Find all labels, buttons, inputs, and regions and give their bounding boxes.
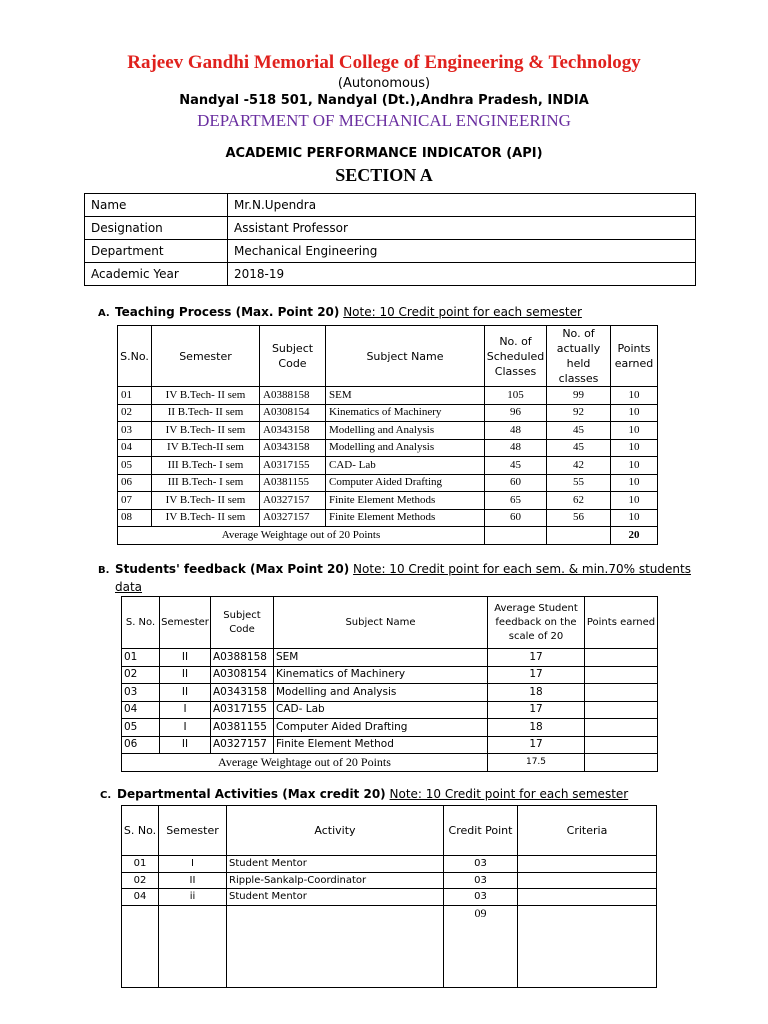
subject-name-cell: Finite Element Method	[274, 736, 488, 754]
column-header: Criteria	[518, 806, 657, 856]
teaching-heading	[98, 305, 582, 319]
info-label: Name	[85, 194, 228, 217]
table-row	[122, 666, 658, 684]
column-header: Subject Code	[260, 326, 326, 387]
points-cell	[585, 684, 658, 702]
subject-name-cell: Finite Element Methods	[326, 492, 485, 510]
feedback-average-row	[122, 754, 658, 772]
column-header: Points earned	[585, 597, 658, 649]
serial-number-cell: 01	[118, 387, 152, 405]
table-row	[122, 889, 657, 906]
serial-number-cell: 01	[122, 649, 160, 667]
semester-cell: IV B.Tech- II sem	[152, 509, 260, 527]
table-row	[122, 736, 658, 754]
average-value: 20	[611, 527, 658, 545]
criteria-cell	[518, 856, 657, 873]
column-header: Semester	[152, 326, 260, 387]
subject-name-cell: Computer Aided Drafting	[274, 719, 488, 737]
subject-code-cell: A0308154	[260, 404, 326, 422]
scheduled-classes-cell: 105	[485, 387, 547, 405]
semester-cell: ii	[159, 889, 227, 906]
column-header: Semester	[160, 597, 211, 649]
points-cell: 10	[611, 474, 658, 492]
info-label: Designation	[85, 217, 228, 240]
subject-code-cell: A0317155	[211, 701, 274, 719]
semester-cell: II	[160, 736, 211, 754]
departmental-index: C.	[100, 790, 112, 801]
subject-code-cell: A0381155	[260, 474, 326, 492]
semester-cell: III B.Tech- I sem	[152, 457, 260, 475]
section-title: SECTION A	[335, 165, 433, 185]
points-cell	[585, 736, 658, 754]
serial-number-cell: 04	[122, 889, 159, 906]
info-value: 2018-19	[228, 263, 696, 286]
serial-number-cell: 05	[118, 457, 152, 475]
feedback-note: Note: 10 Credit point for each sem. & min.70% students	[353, 562, 691, 576]
subject-code-cell: A0388158	[260, 387, 326, 405]
points-cell: 10	[611, 404, 658, 422]
subject-code-cell: A0308154	[211, 666, 274, 684]
teaching-title: Teaching Process (Max. Point 20)	[115, 305, 340, 319]
scheduled-classes-cell: 96	[485, 404, 547, 422]
subject-code-cell: A0317155	[260, 457, 326, 475]
semester-cell: I	[160, 701, 211, 719]
departmental-total-row	[122, 905, 657, 987]
table-row	[122, 856, 657, 873]
table-row	[118, 457, 658, 475]
info-value: Assistant Professor	[228, 217, 696, 240]
activity-cell: Student Mentor	[227, 889, 444, 906]
semester-cell: III B.Tech- I sem	[152, 474, 260, 492]
faculty-info-table	[84, 193, 696, 286]
subject-name-cell: Modelling and Analysis	[274, 684, 488, 702]
column-header: No. of actually held classes	[547, 326, 611, 387]
table-row	[122, 649, 658, 667]
average-label: Average Weightage out of 20 Points	[118, 527, 485, 545]
departmental-note: Note: 10 Credit point for each semester	[389, 787, 629, 801]
credit-total: 09	[444, 905, 518, 987]
semester-cell: II	[159, 872, 227, 889]
held-classes-cell: 62	[547, 492, 611, 510]
serial-number-cell: 04	[118, 439, 152, 457]
column-header: S. No.	[122, 806, 159, 856]
scheduled-classes-cell: 60	[485, 474, 547, 492]
activity-cell: Ripple-Sankalp-Coordinator	[227, 872, 444, 889]
feedback-score-cell: 17	[488, 666, 585, 684]
column-header: Average Student feedback on the scale of 20	[488, 597, 585, 649]
serial-number-cell: 03	[118, 422, 152, 440]
serial-number-cell: 02	[122, 872, 159, 889]
info-label: Academic Year	[85, 263, 228, 286]
points-cell	[585, 666, 658, 684]
held-classes-cell: 45	[547, 422, 611, 440]
table-row	[118, 439, 658, 457]
table-row	[122, 719, 658, 737]
serial-number-cell: 04	[122, 701, 160, 719]
document-title: ACADEMIC PERFORMANCE INDICATOR (API)	[225, 146, 543, 161]
column-header: Semester	[159, 806, 227, 856]
points-cell	[585, 649, 658, 667]
serial-number-cell: 03	[122, 684, 160, 702]
held-classes-cell: 56	[547, 509, 611, 527]
semester-cell: II	[160, 684, 211, 702]
college-name: Rajeev Gandhi Memorial College of Engineering & Technology	[127, 52, 641, 73]
subject-name-cell: Kinematics of Machinery	[326, 404, 485, 422]
teaching-header-row	[118, 326, 658, 387]
subject-name-cell: CAD- Lab	[274, 701, 488, 719]
college-address: Nandyal -518 501, Nandyal (Dt.),Andhra Pradesh, INDIA	[179, 93, 589, 108]
points-cell	[585, 701, 658, 719]
serial-number-cell: 02	[118, 404, 152, 422]
column-header: Activity	[227, 806, 444, 856]
column-header: Subject Code	[211, 597, 274, 649]
table-row	[118, 387, 658, 405]
average-value: 17.5	[488, 754, 585, 772]
teaching-index: A.	[98, 308, 110, 319]
semester-cell: II B.Tech- II sem	[152, 404, 260, 422]
credit-point-cell: 03	[444, 872, 518, 889]
serial-number-cell: 05	[122, 719, 160, 737]
semester-cell: IV B.Tech- II sem	[152, 387, 260, 405]
table-row	[118, 422, 658, 440]
held-classes-cell: 42	[547, 457, 611, 475]
scheduled-classes-cell: 60	[485, 509, 547, 527]
info-row-name	[85, 194, 696, 217]
column-header: Points earned	[611, 326, 658, 387]
points-cell	[585, 719, 658, 737]
subject-code-cell: A0381155	[211, 719, 274, 737]
points-cell: 10	[611, 387, 658, 405]
table-row	[118, 509, 658, 527]
scheduled-classes-cell: 65	[485, 492, 547, 510]
criteria-cell	[518, 889, 657, 906]
subject-code-cell: A0327157	[211, 736, 274, 754]
column-header: S. No.	[122, 597, 160, 649]
autonomous-label: (Autonomous)	[337, 76, 431, 91]
held-classes-cell: 55	[547, 474, 611, 492]
column-header: No. of Scheduled Classes	[485, 326, 547, 387]
credit-point-cell: 03	[444, 856, 518, 873]
semester-cell: IV B.Tech-II sem	[152, 439, 260, 457]
column-header: Subject Name	[274, 597, 488, 649]
feedback-index: B.	[98, 565, 110, 576]
average-label: Average Weightage out of 20 Points	[122, 754, 488, 772]
teaching-note: Note: 10 Credit point for each semester	[343, 305, 582, 319]
scheduled-classes-cell: 45	[485, 457, 547, 475]
info-row-department	[85, 240, 696, 263]
serial-number-cell: 06	[122, 736, 160, 754]
column-header: Subject Name	[326, 326, 485, 387]
subject-name-cell: Modelling and Analysis	[326, 439, 485, 457]
points-cell: 10	[611, 509, 658, 527]
activity-cell: Student Mentor	[227, 856, 444, 873]
table-row	[118, 474, 658, 492]
semester-cell: IV B.Tech- II sem	[152, 422, 260, 440]
feedback-score-cell: 18	[488, 719, 585, 737]
info-value: Mechanical Engineering	[228, 240, 696, 263]
points-cell: 10	[611, 439, 658, 457]
subject-code-cell: A0343158	[260, 439, 326, 457]
semester-cell: II	[160, 666, 211, 684]
feedback-header-row	[122, 597, 658, 649]
department-heading: DEPARTMENT OF MECHANICAL ENGINEERING	[197, 111, 571, 130]
column-header: S.No.	[118, 326, 152, 387]
serial-number-cell: 06	[118, 474, 152, 492]
subject-name-cell: Computer Aided Drafting	[326, 474, 485, 492]
held-classes-cell: 99	[547, 387, 611, 405]
held-classes-cell: 45	[547, 439, 611, 457]
info-row-designation	[85, 217, 696, 240]
points-cell: 10	[611, 492, 658, 510]
feedback-score-cell: 17	[488, 701, 585, 719]
semester-cell: I	[159, 856, 227, 873]
serial-number-cell: 07	[118, 492, 152, 510]
criteria-cell	[518, 872, 657, 889]
feedback-title: Students' feedback (Max Point 20)	[115, 562, 350, 576]
subject-name-cell: SEM	[274, 649, 488, 667]
serial-number-cell: 01	[122, 856, 159, 873]
table-row	[122, 684, 658, 702]
feedback-table	[121, 596, 658, 772]
subject-code-cell: A0327157	[260, 509, 326, 527]
departmental-heading	[100, 787, 628, 801]
serial-number-cell: 08	[118, 509, 152, 527]
info-value: Mr.N.Upendra	[228, 194, 696, 217]
feedback-note-continued: data	[115, 580, 143, 594]
semester-cell: II	[160, 649, 211, 667]
serial-number-cell: 02	[122, 666, 160, 684]
column-header: Credit Point	[444, 806, 518, 856]
teaching-table	[117, 325, 658, 545]
feedback-score-cell: 17	[488, 736, 585, 754]
subject-code-cell: A0343158	[211, 684, 274, 702]
credit-point-cell: 03	[444, 889, 518, 906]
info-label: Department	[85, 240, 228, 263]
points-cell: 10	[611, 457, 658, 475]
subject-name-cell: Modelling and Analysis	[326, 422, 485, 440]
subject-code-cell: A0388158	[211, 649, 274, 667]
departmental-table	[121, 805, 657, 988]
subject-code-cell: A0343158	[260, 422, 326, 440]
semester-cell: I	[160, 719, 211, 737]
semester-cell: IV B.Tech- II sem	[152, 492, 260, 510]
feedback-score-cell: 17	[488, 649, 585, 667]
teaching-average-row	[118, 527, 658, 545]
subject-name-cell: SEM	[326, 387, 485, 405]
scheduled-classes-cell: 48	[485, 439, 547, 457]
info-row-academic-year	[85, 263, 696, 286]
table-row	[122, 872, 657, 889]
table-row	[118, 404, 658, 422]
points-cell: 10	[611, 422, 658, 440]
feedback-score-cell: 18	[488, 684, 585, 702]
table-row	[122, 701, 658, 719]
subject-name-cell: Finite Element Methods	[326, 509, 485, 527]
subject-code-cell: A0327157	[260, 492, 326, 510]
subject-name-cell: Kinematics of Machinery	[274, 666, 488, 684]
held-classes-cell: 92	[547, 404, 611, 422]
scheduled-classes-cell: 48	[485, 422, 547, 440]
departmental-title: Departmental Activities (Max credit 20)	[117, 787, 386, 801]
subject-name-cell: CAD- Lab	[326, 457, 485, 475]
table-row	[118, 492, 658, 510]
departmental-header-row	[122, 806, 657, 856]
feedback-heading	[98, 561, 698, 596]
